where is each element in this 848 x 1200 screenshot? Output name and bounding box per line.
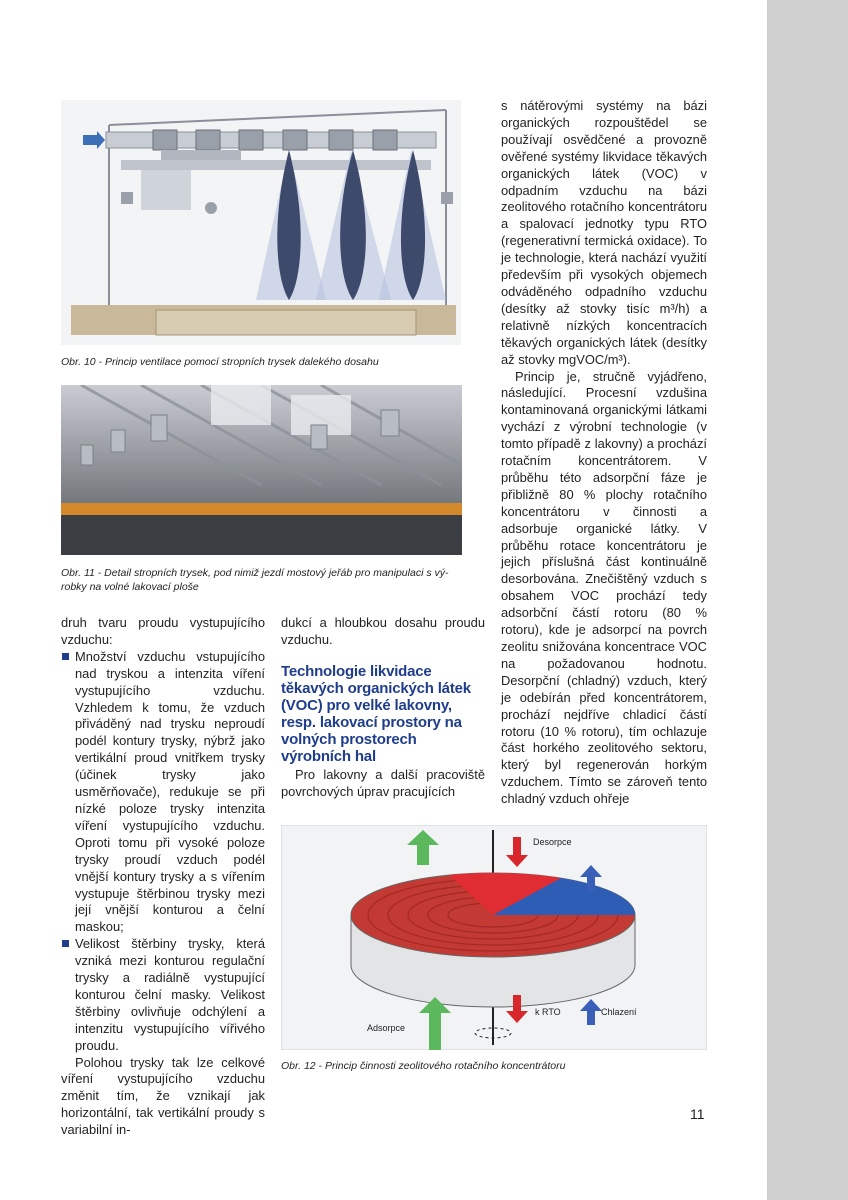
figure-12-caption: Obr. 12 - Princip činnosti zeolitového rotačního koncentrátoru: [281, 1060, 566, 1072]
label-desorpce: Desorpce: [533, 837, 572, 847]
rotor-concentrator-diagram: [281, 825, 707, 1050]
bullet-text: Množství vzduchu vstupujícího nad tryskou a intenzita víření vystupujícího vzduchu. Vzhledem k tomu, že vzduch přiváděný nad trysku neproudí podél kontury trysky, nýbrž jako vertikální proud vnitřkem trysky (účinek trysky jako usměrňovače), redukuje se při nízké poloze trysky intenzita víření vystupujícího vzduchu. Oproti tomu při vysoké poloze trysky proudí vzduch podél vnější kontury trysky a s vířením vystupuje štěrbinou trysky mezi její vnější konturou a čelní maskou;: [75, 648, 265, 935]
column-2: [281, 615, 485, 801]
bullet-text: Velikost štěrbiny trysky, která vzniká mezi konturou regulační trysky a radiálně vystupující konturou čelní masky. Velikost štěrbiny ovlivňuje odchýlení a intenzitu vystupujícího vířivého proudu.: [75, 936, 265, 1053]
col3-paragraph-1: s nátěrovými systémy na bázi organických rozpouštědel se používají osvědčené a provozně ověřené systémy likvidace těkavých organických látek (VOC) v odpadním vzduchu na bázi zeolitového rotačního koncentrátoru a spalovací jednotky typu RTO (regenerativní termická oxidace). To je technologie, která nachází využití především při vysokých objemech odváděného odpadního vzduchu (desítky až stovky tisíc m³/h) a relativně nízkých koncentracích těkavých organických látek (desítky až stovky mgVOC/m³).: [501, 98, 707, 367]
col1-paragraph: Polohou trysky tak lze celkové víření vystupujícího vzduchu změnit tím, že vznikají jak horizontální, tak vertikální proudy s variabilní in-: [61, 1054, 265, 1138]
square-bullet-icon: [62, 653, 69, 660]
bullet-item: [61, 649, 265, 936]
label-chlazeni: Chlazení: [601, 1007, 637, 1017]
column-1: [61, 615, 265, 1139]
col1-intro: druh tvaru proudu vystupujícího vzduchu:: [61, 615, 265, 647]
label-k-rto: k RTO: [535, 1007, 561, 1017]
label-adsorpce: Adsorpce: [367, 1023, 406, 1033]
page-number: 11: [690, 1106, 705, 1122]
col2-paragraph: Pro lakovny a další pracoviště povrchových úprav pracujících: [281, 766, 485, 799]
figure-11-caption-line2: robky na volné lakovací ploše: [61, 581, 199, 593]
col2-continuation: dukcí a hloubkou dosahu proudu vzduchu.: [281, 615, 485, 647]
bullet-item: [61, 936, 265, 1054]
hall-photo: [61, 385, 462, 555]
column-3: [501, 98, 707, 808]
section-heading: Technologie likvidace těkavých organických látek (VOC) pro velké lakovny, resp. lakovací prostory na volných prostorech výrobních hal: [281, 662, 471, 765]
ventilation-diagram: [61, 100, 461, 345]
square-bullet-icon: [62, 940, 69, 947]
figure-11-caption-line1: Obr. 11 - Detail stropních trysek, pod nimiž jezdí mostový jeřáb pro manipulaci s vý-: [61, 567, 449, 579]
col3-paragraph-2: Princip je, stručně vyjádřeno, následující. Procesní vzdušina kontaminovaná organickými látkami vychází z výrobní technologie (v tomto případě z lakovny) a prochází rotačním koncentrátorem. V průběhu této adsorpční fáze je přibližně 80 % plochy rotačního koncentrátoru v činnosti a adsorbuje organické látky. V průběhu rotace koncentrátoru je jejich příslušná část kontinuálně desorbována. Znečištěný vzduch s obsahem VOC prochází tedy adsorbční částí rotoru (80 % rotoru), kde je adsorpcí na povrch zeolitu snižována koncentrace VOC na požadovanou hodnotu. Desorpční (chladný) vzduch, který je odebírán před koncentrátorem, prochází nejdříve chladicí částí rotoru (10 % rotoru), tím ochlazuje část horkého zeolitového sektoru, který byl regenerován horkým vzduchem. Tímto se zároveň tento chladný vzduch ohřeje: [501, 368, 707, 807]
figure-10-caption: Obr. 10 - Princip ventilace pomocí stropních trysek dalekého dosahu: [61, 356, 379, 368]
figure-11-caption: [61, 566, 481, 594]
page-margin-bar: [767, 0, 848, 1200]
